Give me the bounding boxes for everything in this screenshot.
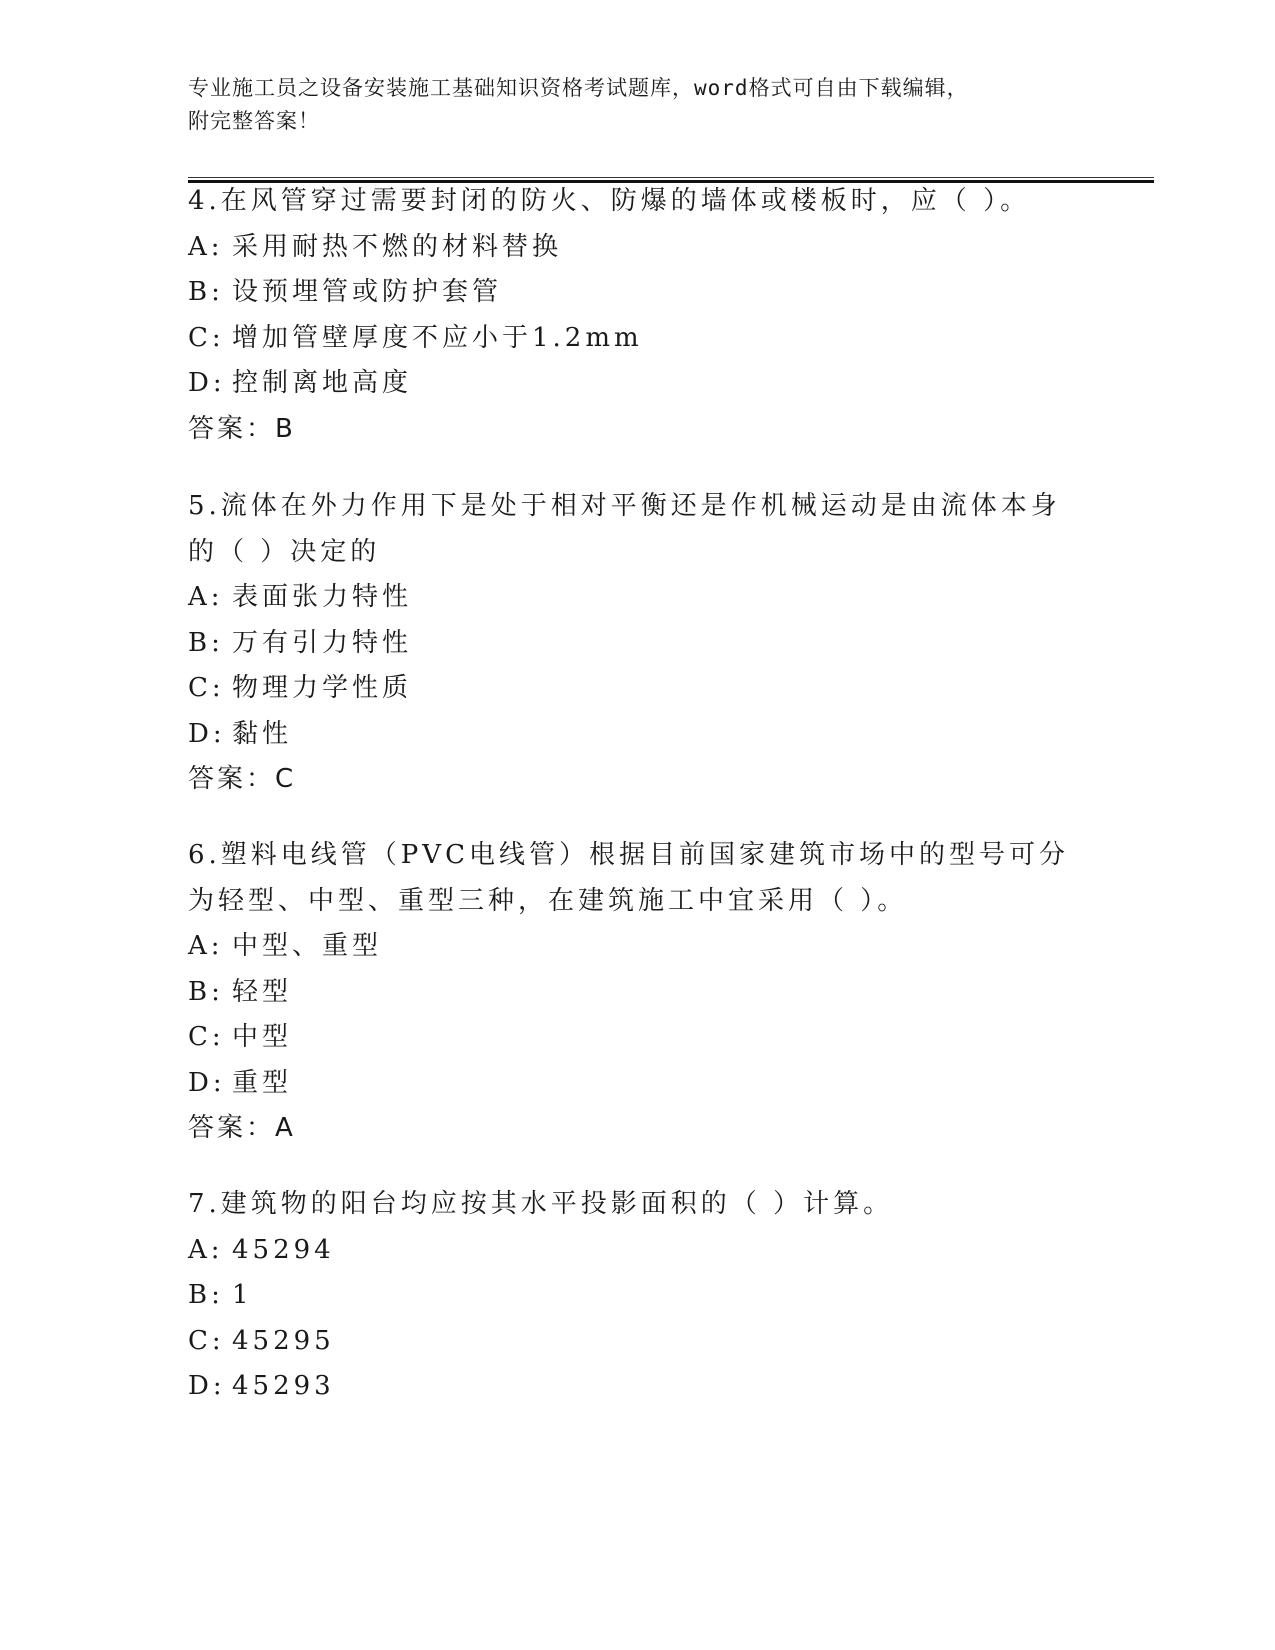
option-text: 1 [232,1280,253,1310]
option-letter: C: [188,1325,225,1356]
option-a [188,575,1088,621]
answer-line: 答案：A [188,1113,296,1143]
question-4 [188,179,1088,452]
option-b [188,621,1088,667]
option-letter: D: [188,1371,226,1401]
option-letter: C: [188,673,225,703]
option-text: 物理力学性质 [232,673,413,703]
option-d [188,1364,1088,1410]
option-letter: D: [188,368,226,398]
question-7 [188,1182,1088,1410]
option-letter: C: [188,322,225,353]
answer-line: 答案：C [188,764,297,794]
header-line-1: 专业施工员之设备安装施工基础知识资格考试题库，word格式可自由下载编辑， [188,76,969,100]
option-text: 黏性 [232,718,293,749]
option-letter: A: [188,1234,224,1265]
option-c [188,1319,1088,1365]
header-divider-thin [188,177,1154,178]
option-d [188,712,1088,758]
option-letter: D: [188,1067,226,1098]
option-text: 中型、重型 [232,931,383,961]
option-letter: D: [188,718,226,749]
option-letter: A: [188,931,224,961]
option-b [188,1273,1088,1319]
option-b [188,970,1088,1016]
option-text: 重型 [232,1067,293,1098]
option-text: 轻型 [232,976,293,1007]
option-text: 设预埋管或防护套管 [232,277,503,307]
option-text: 45294 [232,1234,335,1265]
option-a [188,225,1088,271]
option-c [188,316,1088,362]
question-6 [188,833,1088,1152]
option-d [188,361,1088,407]
option-text: 万有引力特性 [232,627,413,658]
option-letter: A: [188,231,224,262]
answer-line: 答案：B [188,413,296,444]
option-a [188,1228,1088,1274]
option-c [188,666,1088,712]
question-stem: 7.建筑物的阳台均应按其水平投影面积的（ ）计算。 [188,1189,894,1219]
option-letter: C: [188,1022,225,1052]
option-text: 中型 [232,1022,293,1052]
option-letter: B: [188,627,224,658]
header-line-2: 附完整答案！ [188,109,320,133]
option-letter: B: [188,277,224,307]
option-text: 45295 [232,1325,335,1356]
option-letter: A: [188,582,224,612]
option-text: 控制离地高度 [232,368,413,398]
question-stem: 5.流体在外力作用下是处于相对平衡还是作机械运动是由流体本身的（ ）决定的 [188,491,1061,567]
option-c [188,1015,1088,1061]
option-b [188,270,1088,316]
question-5 [188,484,1088,803]
option-text: 采用耐热不燃的材料替换 [232,231,563,262]
option-d [188,1061,1088,1107]
question-stem: 6.塑料电线管（PVC电线管）根据目前国家建筑市场中的型号可分为轻型、中型、重型三种，在建筑施工中宜采用（ ）。 [188,840,1069,916]
option-text: 表面张力特性 [232,582,413,612]
option-a [188,924,1088,970]
document-header [188,72,1088,138]
option-letter: B: [188,1280,224,1310]
option-text: 45293 [232,1371,335,1401]
question-stem: 4.在风管穿过需要封闭的防火、防爆的墙体或楼板时，应（ ）。 [188,186,1031,216]
option-letter: B: [188,976,224,1007]
option-text: 增加管壁厚度不应小于1.2mm [232,322,643,353]
